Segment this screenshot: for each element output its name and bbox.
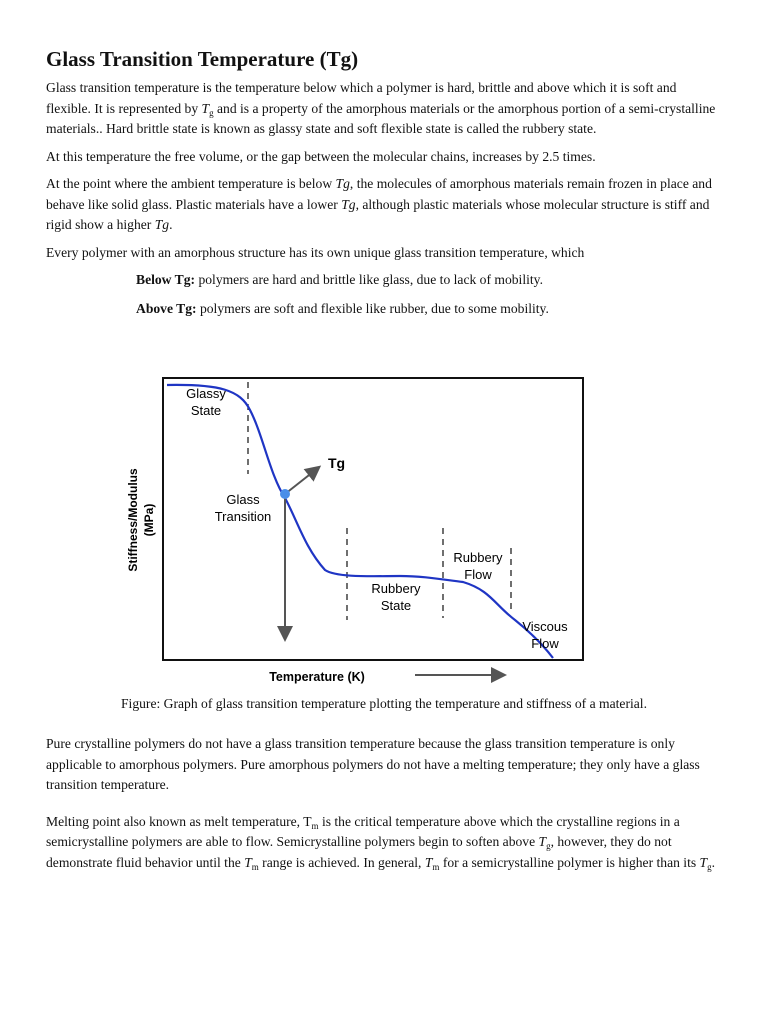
paragraph-crystalline: Pure crystalline polymers do not have a glass transition temperature because the glass transition temperature is only applicable to amorphous polymers. Pure amorphous polymers do not have a melting temperature; they only have a glass transition temperature. [46, 736, 700, 792]
document-body [46, 46, 724, 327]
label-tg: Tg [328, 455, 346, 471]
paragraph-ambient: At the point where the ambient temperature is below Tg, the molecules of amorphous materials remain frozen in place and behave like solid glass. Plastic materials have a lower Tg, although plastic materials whose molecular structure is stiff and rigid show a higher Tg. [46, 176, 712, 232]
label-rubbery-state-1: Rubbery [371, 581, 421, 596]
label-rubbery-state-2: State [380, 598, 412, 613]
y-axis-label-2: (MPa) [142, 503, 156, 537]
paragraph-amorphous: Every polymer with an amorphous structure has its own unique glass transition temperature, which [46, 244, 585, 260]
label-rubbery-flow-2: Flow [464, 567, 492, 582]
paragraph-definition: Glass transition temperature is the temperature below which a polymer is hard, brittle and above which it is soft and flexible. It is represented by $T_g$ and is a property of the amorphous materials or the amorphous portion of a semi-crystalline materials.. Hard brittle state is known as glassy state and soft flexible state is called the rubbery state. [46, 80, 716, 136]
figure-svg [125, 370, 595, 690]
label-glassy-1: Glassy [186, 386, 226, 401]
label-viscous-2: Flow [531, 636, 559, 651]
lower-text [46, 734, 724, 880]
paragraph-melting: Melting point also known as melt temperature, $T_m$ is the critical temperature above which the crystalline regions in a semicrystalline polymers are able to flow. Semicrystalline polymers begin to soften above $T_g$, however, they do not demonstrate fluid behavior until the $T_m$ range is achieved. In general, $T_m$ for a semicrystalline polymer is higher than its $T_g$. [46, 813, 716, 872]
glass-transition-figure [125, 370, 595, 690]
below-tg-item: Below Tg: polymers are hard and brittle like glass, due to lack of mobility. [136, 272, 543, 287]
x-axis-label: Temperature (K) [269, 670, 365, 684]
page-title: Glass Transition Temperature (Tg) [46, 47, 359, 71]
paragraph-free-volume: At this temperature the free volume, or the gap between the molecular chains, increases by 2.5 times. [46, 148, 596, 164]
label-rubbery-flow-1: Rubbery [453, 550, 503, 565]
label-glass-1: Glass [226, 492, 260, 507]
label-glass-2: Transition [214, 509, 272, 524]
figure-caption: Figure: Graph of glass transition temperature plotting the temperature and stiffness of a material. [121, 696, 647, 711]
tg-pointer-arrow [285, 468, 318, 494]
y-axis-label-1: Stiffness/Modulus [126, 468, 140, 572]
tg-point-marker [280, 489, 290, 499]
label-viscous-1: Viscous [522, 619, 568, 634]
above-tg-item: Above Tg: polymers are soft and flexible like rubber, due to some mobility. [136, 300, 549, 316]
label-glassy-2: State [190, 403, 222, 418]
